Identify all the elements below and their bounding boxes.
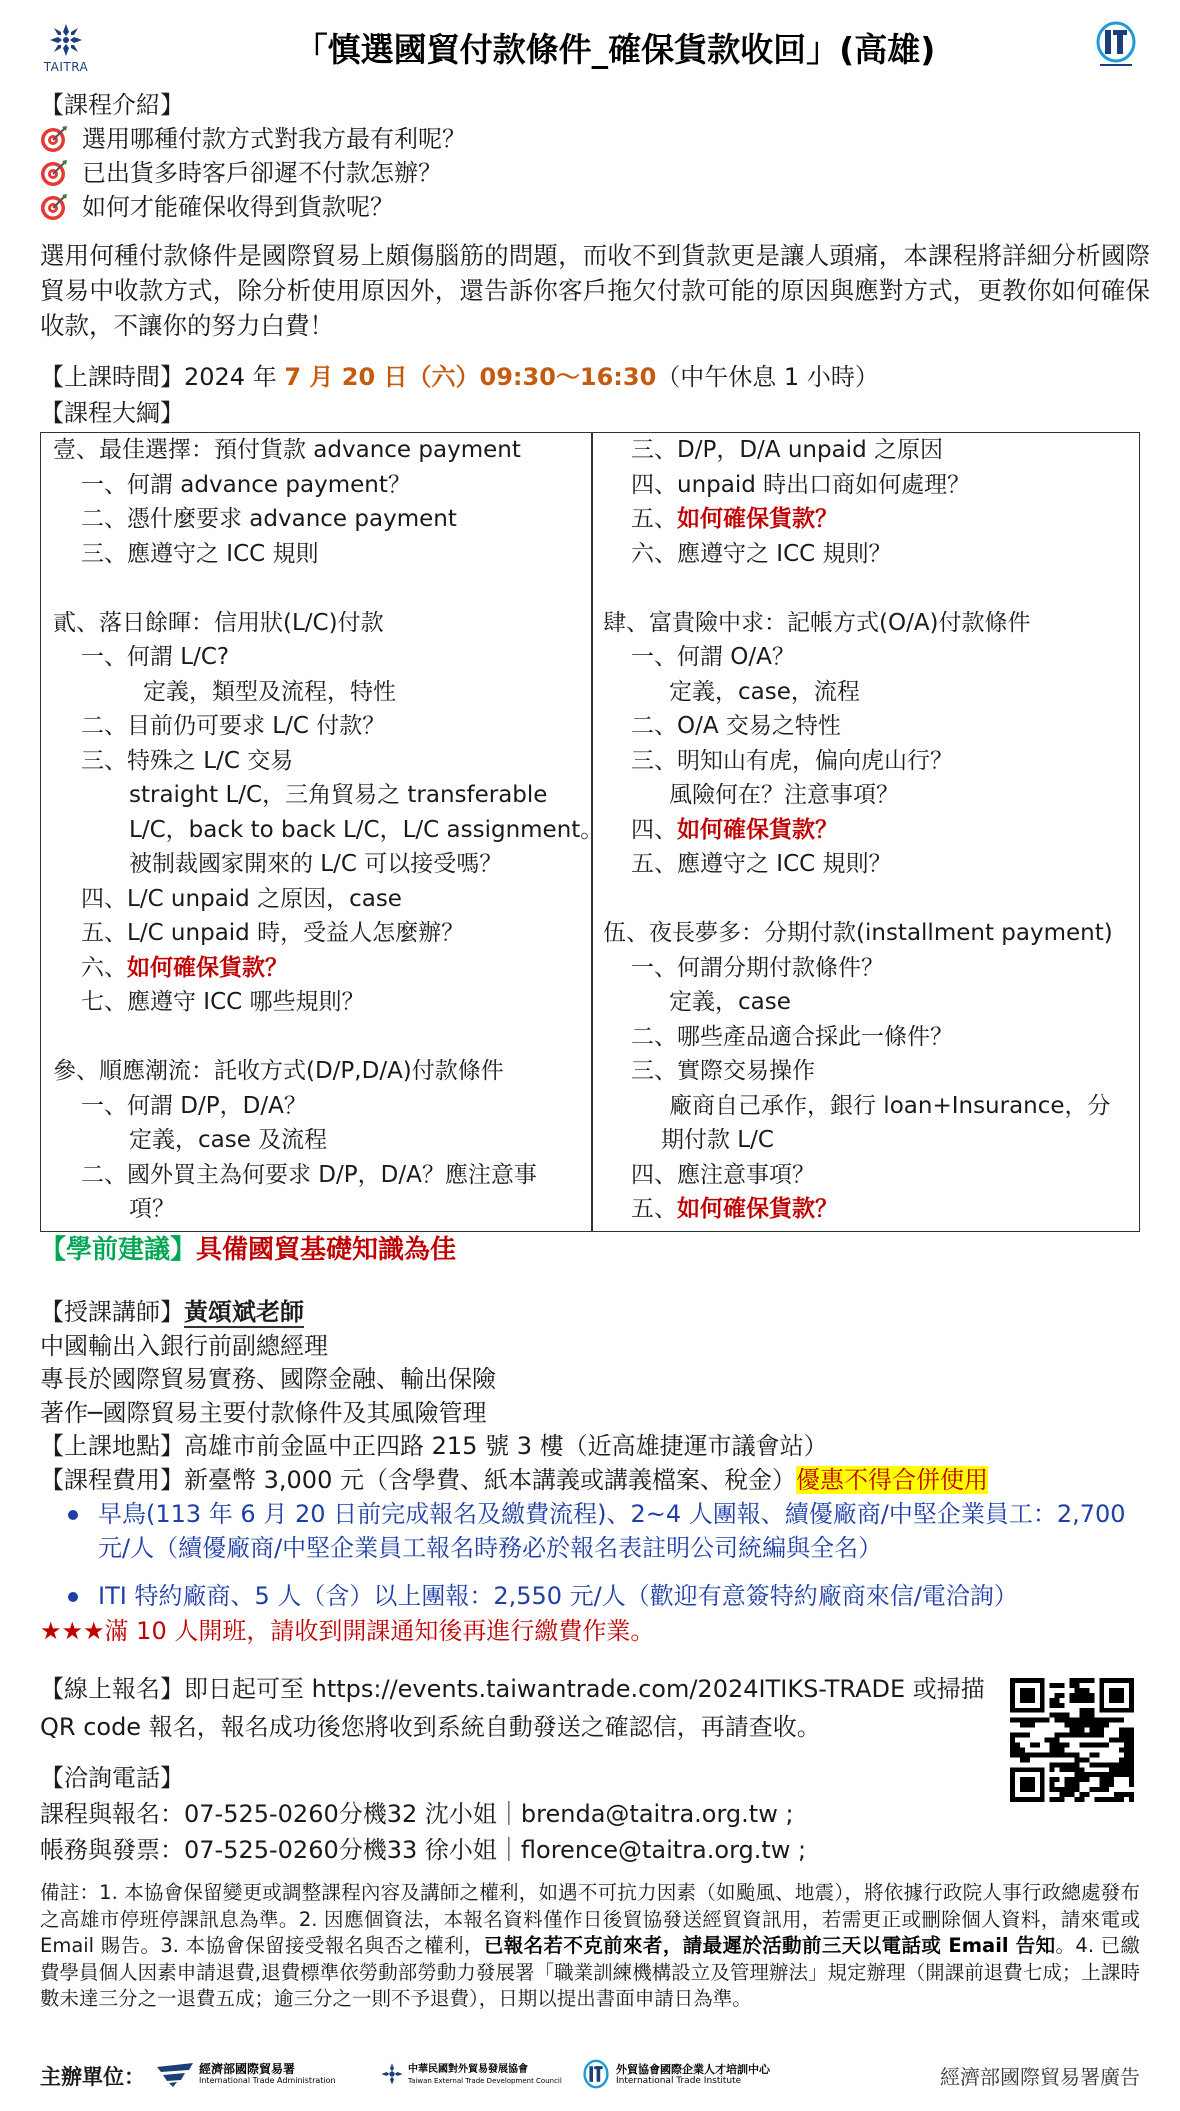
contact-label: 【洽詢電話】	[40, 1764, 184, 1792]
outline-item	[603, 813, 1133, 848]
outline-item: 三、D/P，D/A unpaid 之原因	[631, 437, 943, 463]
advice-label: 【學前建議】	[40, 1235, 197, 1265]
outline-item: 廠商自己承作，銀行 loan+Insurance，分	[669, 1092, 1111, 1119]
pre-course-advice	[40, 1232, 456, 1268]
footer	[40, 2055, 1140, 2095]
ita-logo-icon	[155, 2061, 195, 2087]
list-item	[40, 190, 466, 224]
advertisement-credit: 經濟部國際貿易署廣告	[940, 2065, 1140, 2089]
contact-line: 課程與報名：07-525-0260分機32 沈小姐｜brenda@taitra.org.tw ;	[40, 1800, 794, 1828]
contact	[40, 1760, 806, 1868]
bullet-line: 早鳥(113 年 6 月 20 日前完成報名及繳費流程)、2~4 人團報、續優廠商/中堅企業員工：2,700	[98, 1500, 1126, 1528]
outline-item: 一、何謂 O/A？	[631, 644, 795, 670]
location-text: 高雄市前金區中正四路 215 號 3 樓（近高雄捷運市議會站）	[184, 1432, 828, 1460]
remarks-text: 備註：1. 本協會保留變更或調整課程內容及講師之權利，如遇不可抗力因素（如颱風、地震），將依據行政院人事行政總處發布之高雄市停班停課訊息為準。2. 因應個資法，本報名資料僅作日後貿協發送經貿資訊用，若需更正或刪除個人資料，請來電或 Email 賜告。3. 本協會保留接受報名與否之權利，	[40, 1881, 1140, 1957]
taitra-logo-text: TAITRA	[43, 60, 89, 74]
taitra-logo	[40, 20, 92, 80]
instructor-bio: 專長於國際貿易實務、國際金融、輸出保險	[40, 1365, 496, 1393]
outline-item-number: 五、	[631, 506, 677, 532]
instructor	[40, 1296, 988, 1330]
outline-item: 二、憑什麼要求 advance payment	[81, 506, 457, 532]
organizer-name-en: International Trade Administration	[199, 2075, 336, 2085]
outline-item-highlight: 如何確保貨款？	[677, 506, 838, 532]
page-title: 「慎選國貿付款條件_確保貨款收回」(高雄)	[294, 30, 936, 69]
outline-item: 一、何謂 L/C?	[81, 644, 230, 670]
outline-section-title: 貳、落日餘暉：信用狀(L/C)付款	[53, 609, 384, 636]
taitra-flower-icon	[380, 2062, 404, 2086]
iti-logo-icon	[580, 2059, 612, 2089]
iti-logo-icon	[1092, 20, 1140, 70]
outline-item	[603, 502, 1133, 537]
target-dart-icon	[40, 193, 68, 221]
outline-item: 期付款 L/C	[661, 1127, 774, 1153]
fee-highlight: 優惠不得合併使用	[795, 1465, 988, 1494]
outline-item: 一、何謂分期付款條件？	[631, 954, 884, 981]
organizer-name-zh: 外貿協會國際企業人才培訓中心	[616, 2062, 770, 2076]
location	[40, 1430, 988, 1464]
question-text: 選用哪種付款方式對我方最有利呢？	[82, 125, 466, 153]
schedule-note: （中午休息 1 小時）	[656, 363, 879, 391]
outline-item: 三、實際交易操作	[631, 1058, 815, 1084]
outline-spacer	[53, 1020, 583, 1055]
outline-item: 定義，case	[669, 989, 791, 1015]
location-label: 【上課地點】	[40, 1432, 184, 1460]
fee	[40, 1464, 988, 1498]
details-block	[40, 1296, 988, 1497]
outline-item-number: 五、	[631, 1196, 677, 1222]
organizer-iti	[580, 2057, 770, 2091]
organizer-taitra	[380, 2057, 562, 2091]
list-item	[40, 156, 466, 190]
target-dart-icon	[40, 125, 68, 153]
outline-item: 七、應遵守 ICC 哪些規則？	[81, 989, 365, 1015]
outline-item-number: 六、	[81, 954, 127, 981]
bullet-text	[98, 1498, 1138, 1565]
outline-item-highlight: 如何確保貨款？	[127, 954, 288, 981]
min-enrollment-notice: ★★★滿 10 人開班，請收到開課通知後再進行繳費作業。	[40, 1617, 655, 1645]
bullet-dot-icon	[68, 1592, 78, 1602]
schedule	[40, 360, 879, 394]
registration-line: 【線上報名】即日起可至 https://events.taiwantrade.com/2024ITIKS-TRADE 或掃描	[40, 1675, 985, 1703]
contact-line: 帳務與發票：07-525-0260分機33 徐小姐｜florence@taitra.org.tw ;	[40, 1836, 807, 1864]
outline-item: 定義，case 及流程	[129, 1127, 328, 1153]
advice-text: 具備國貿基礎知識為佳	[196, 1235, 457, 1265]
intro-paragraph: 選用何種付款條件是國際貿易上頗傷腦筋的問題，而收不到貨款更是讓人頭痛，本課程將詳細分析國際貿易中收款方式，除分析使用原因外，還告訴你客戶拖欠付款可能的原因與應對方式，更教你如何確保收款，不讓你的努力白費！	[40, 241, 1150, 340]
outline-section-title: 參、順應潮流：託收方式(D/P,D/A)付款條件	[53, 1058, 504, 1084]
outline-item: straight L/C，三角貿易之 transferable	[129, 782, 548, 808]
outline-spacer	[603, 571, 1133, 606]
question-list	[40, 122, 466, 224]
registration	[40, 1670, 1000, 1746]
outline-item: 一、何謂 advance payment？	[81, 471, 411, 498]
organizer-ita	[155, 2057, 336, 2091]
schedule-label: 【上課時間】	[40, 363, 184, 391]
outline-item: 二、哪些產品適合採此一條件？	[631, 1023, 953, 1050]
instructor-bio: 中國輸出入銀行前副總經理	[40, 1331, 328, 1360]
remarks	[40, 1880, 1140, 2013]
organizer-name-en: International Trade Institute	[616, 2075, 742, 2086]
remarks-text: 。4. 已繳費學員個人因素申請退費,退費標準依勞動部勞動力發展署「職業訓練機構設立及管理辦法」規定辦理（開課前退費七成；上課時數未達三分之一退費五成；逾三分之一則不予退費），日期以提出書面申請日為準。	[40, 1934, 1140, 2010]
outline-item: 三、特殊之 L/C 交易	[81, 747, 294, 774]
outline-item: 二、O/A 交易之特性	[631, 713, 841, 739]
intro-heading: 【課程介紹】	[40, 91, 184, 119]
bullet-line: 元/人（續優廠商/中堅企業員工報名時務必於報名表註明公司統編與全名）	[98, 1533, 883, 1562]
outline-item: 五、應遵守之 ICC 規則？	[631, 851, 892, 877]
outline-table	[40, 432, 1140, 1232]
outline-spacer	[603, 882, 1133, 917]
outline-item: 四、應注意事項？	[631, 1161, 815, 1188]
question-text: 如何才能確保收得到貨款呢？	[82, 193, 394, 221]
outline-item: 六、應遵守之 ICC 規則？	[631, 540, 892, 567]
outline-left-column	[53, 433, 604, 1227]
schedule-date: 7 月 20 日（六）09:30～16:30	[284, 363, 657, 391]
header	[40, 20, 1140, 80]
instructor-label: 【授課講師】	[40, 1298, 184, 1326]
organizer-name-zh: 中華民國對外貿易發展協會	[408, 2063, 528, 2075]
outline-item: 風險何在？注意事項？	[669, 782, 899, 808]
outline-item: 二、目前仍可要求 L/C 付款？	[81, 713, 386, 739]
outline-item: 三、應遵守之 ICC 規則	[81, 540, 319, 567]
bullet-text: ITI 特約廠商、5 人（含）以上團報：2,550 元/人（歡迎有意簽特約廠商來信/電洽詢）	[98, 1582, 1018, 1610]
outline-item: 一、何謂 D/P，D/A？	[81, 1092, 307, 1119]
outline-heading: 【課程大綱】	[40, 399, 184, 427]
outline-item: L/C，back to back L/C，L/C assignment。	[129, 816, 604, 843]
question-text: 已出貨多時客戶卻遲不付款怎辦？	[82, 159, 442, 187]
organizer-name-zh: 經濟部國際貿易署	[199, 2061, 296, 2076]
outline-item: 被制裁國家開來的 L/C 可以接受嗎？	[129, 851, 503, 877]
fee-text: 新臺幣 3,000 元（含學費、紙本講義或講義檔案、稅金）	[184, 1465, 796, 1494]
instructor-name: 黃頌斌老師	[184, 1298, 304, 1326]
bullet-dot-icon	[68, 1510, 78, 1520]
organizer-label: 主辦單位：	[40, 2065, 145, 2089]
outline-item	[603, 1192, 1133, 1227]
outline-spacer	[53, 571, 583, 606]
target-dart-icon	[40, 159, 68, 187]
outline-item-highlight: 如何確保貨款？	[677, 1196, 838, 1222]
outline-section-title: 伍、夜長夢多：分期付款(installment payment)	[603, 920, 1113, 946]
qr-code-icon[interactable]	[1010, 1678, 1134, 1802]
outline-section-title: 肆、富貴險中求：記帳方式(O/A)付款條件	[603, 609, 1031, 636]
remarks-bold: 已報名若不克前來者，請最遲於活動前三天以電話或 Email 告知	[483, 1934, 1056, 1957]
outline-item: 二、國外買主為何要求 D/P，D/A？應注意事	[81, 1161, 537, 1188]
registration-line: QR code 報名，報名成功後您將收到系統自動發送之確認信，再請查收。	[40, 1713, 821, 1741]
outline-item-highlight: 如何確保貨款？	[677, 816, 838, 843]
taitra-flower-icon	[48, 22, 84, 58]
outline-right-column	[603, 433, 1133, 1227]
outline-item-number: 四、	[631, 816, 677, 843]
schedule-year: 2024 年	[184, 363, 285, 391]
outline-item	[53, 951, 583, 986]
outline-item: 四、L/C unpaid 之原因，case	[81, 885, 402, 912]
outline-item: 四、unpaid 時出口商如何處理？	[631, 471, 971, 498]
outline-section-title: 壹、最佳選擇：預付貨款 advance payment	[53, 437, 521, 463]
outline-item: 定義，case，流程	[669, 678, 860, 705]
list-item	[40, 122, 466, 156]
outline-item: 三、明知山有虎，偏向虎山行？	[631, 747, 953, 774]
outline-item: 項？	[129, 1196, 175, 1222]
organizer-name-en: Taiwan External Trade Development Council	[408, 2076, 562, 2085]
outline-item: 五、L/C unpaid 時，受益人怎麼辦？	[81, 920, 465, 946]
instructor-bio: 著作─國際貿易主要付款條件及其風險管理	[40, 1398, 487, 1427]
fee-label: 【課程費用】	[40, 1465, 184, 1494]
outline-item: 定義，類型及流程，特性	[143, 678, 396, 705]
